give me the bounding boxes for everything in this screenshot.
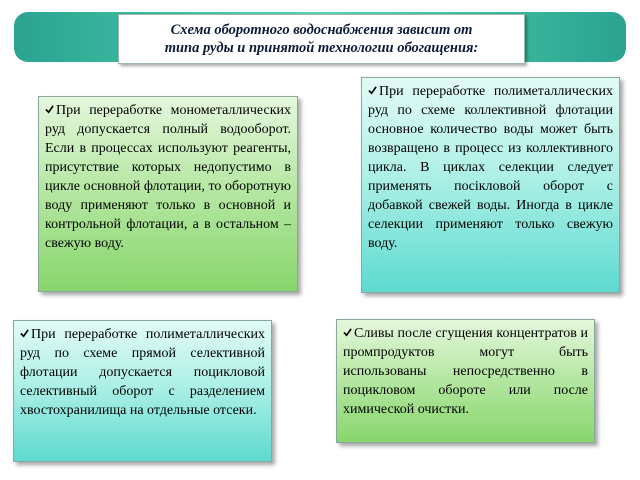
checkmark-icon <box>20 329 29 338</box>
card-bottom-right-text: Сливы после сгущения концентратов и промпродуктов могут быть использованы непосредственно в поцикловом обороте или после химической очистки. <box>343 326 588 417</box>
card-top-left-text: При переработке монометаллических руд допускается полный водооборот. Если в процессах используют реагенты, присутствие которых недопустимо в цикле основной флотации, то оборотную воду применяют только в основной и контрольной флотации, а в остальном – свежую воду. <box>45 103 291 251</box>
checkmark-icon <box>45 105 54 114</box>
card-top-left <box>38 96 298 292</box>
checkmark-icon <box>343 328 352 337</box>
card-bottom-left-text: При переработке полиметаллических руд по схеме прямой селективной флотации допускается поцикловой селективный оборот с разделением хвостохранилища на отдельные отсеки. <box>20 327 265 418</box>
checkmark-icon <box>368 86 377 95</box>
card-bottom-left <box>13 320 272 462</box>
card-bottom-right <box>336 319 595 443</box>
card-top-right <box>361 77 620 293</box>
slide-title: Схема оборотного водоснабжения зависит от типа руды и принятой технологии обогащения: <box>164 22 479 56</box>
card-top-right-text: При переработке полиметаллических руд по схеме коллективной флотации основное количество воды может быть возвращено в процесс из коллективного цикла. В циклах селекции следует применять пociклoвой оборот с добавкой свежей воды. Иногда в цикле селекции применяют только свежую воду. <box>368 84 613 251</box>
title-box <box>118 14 525 64</box>
